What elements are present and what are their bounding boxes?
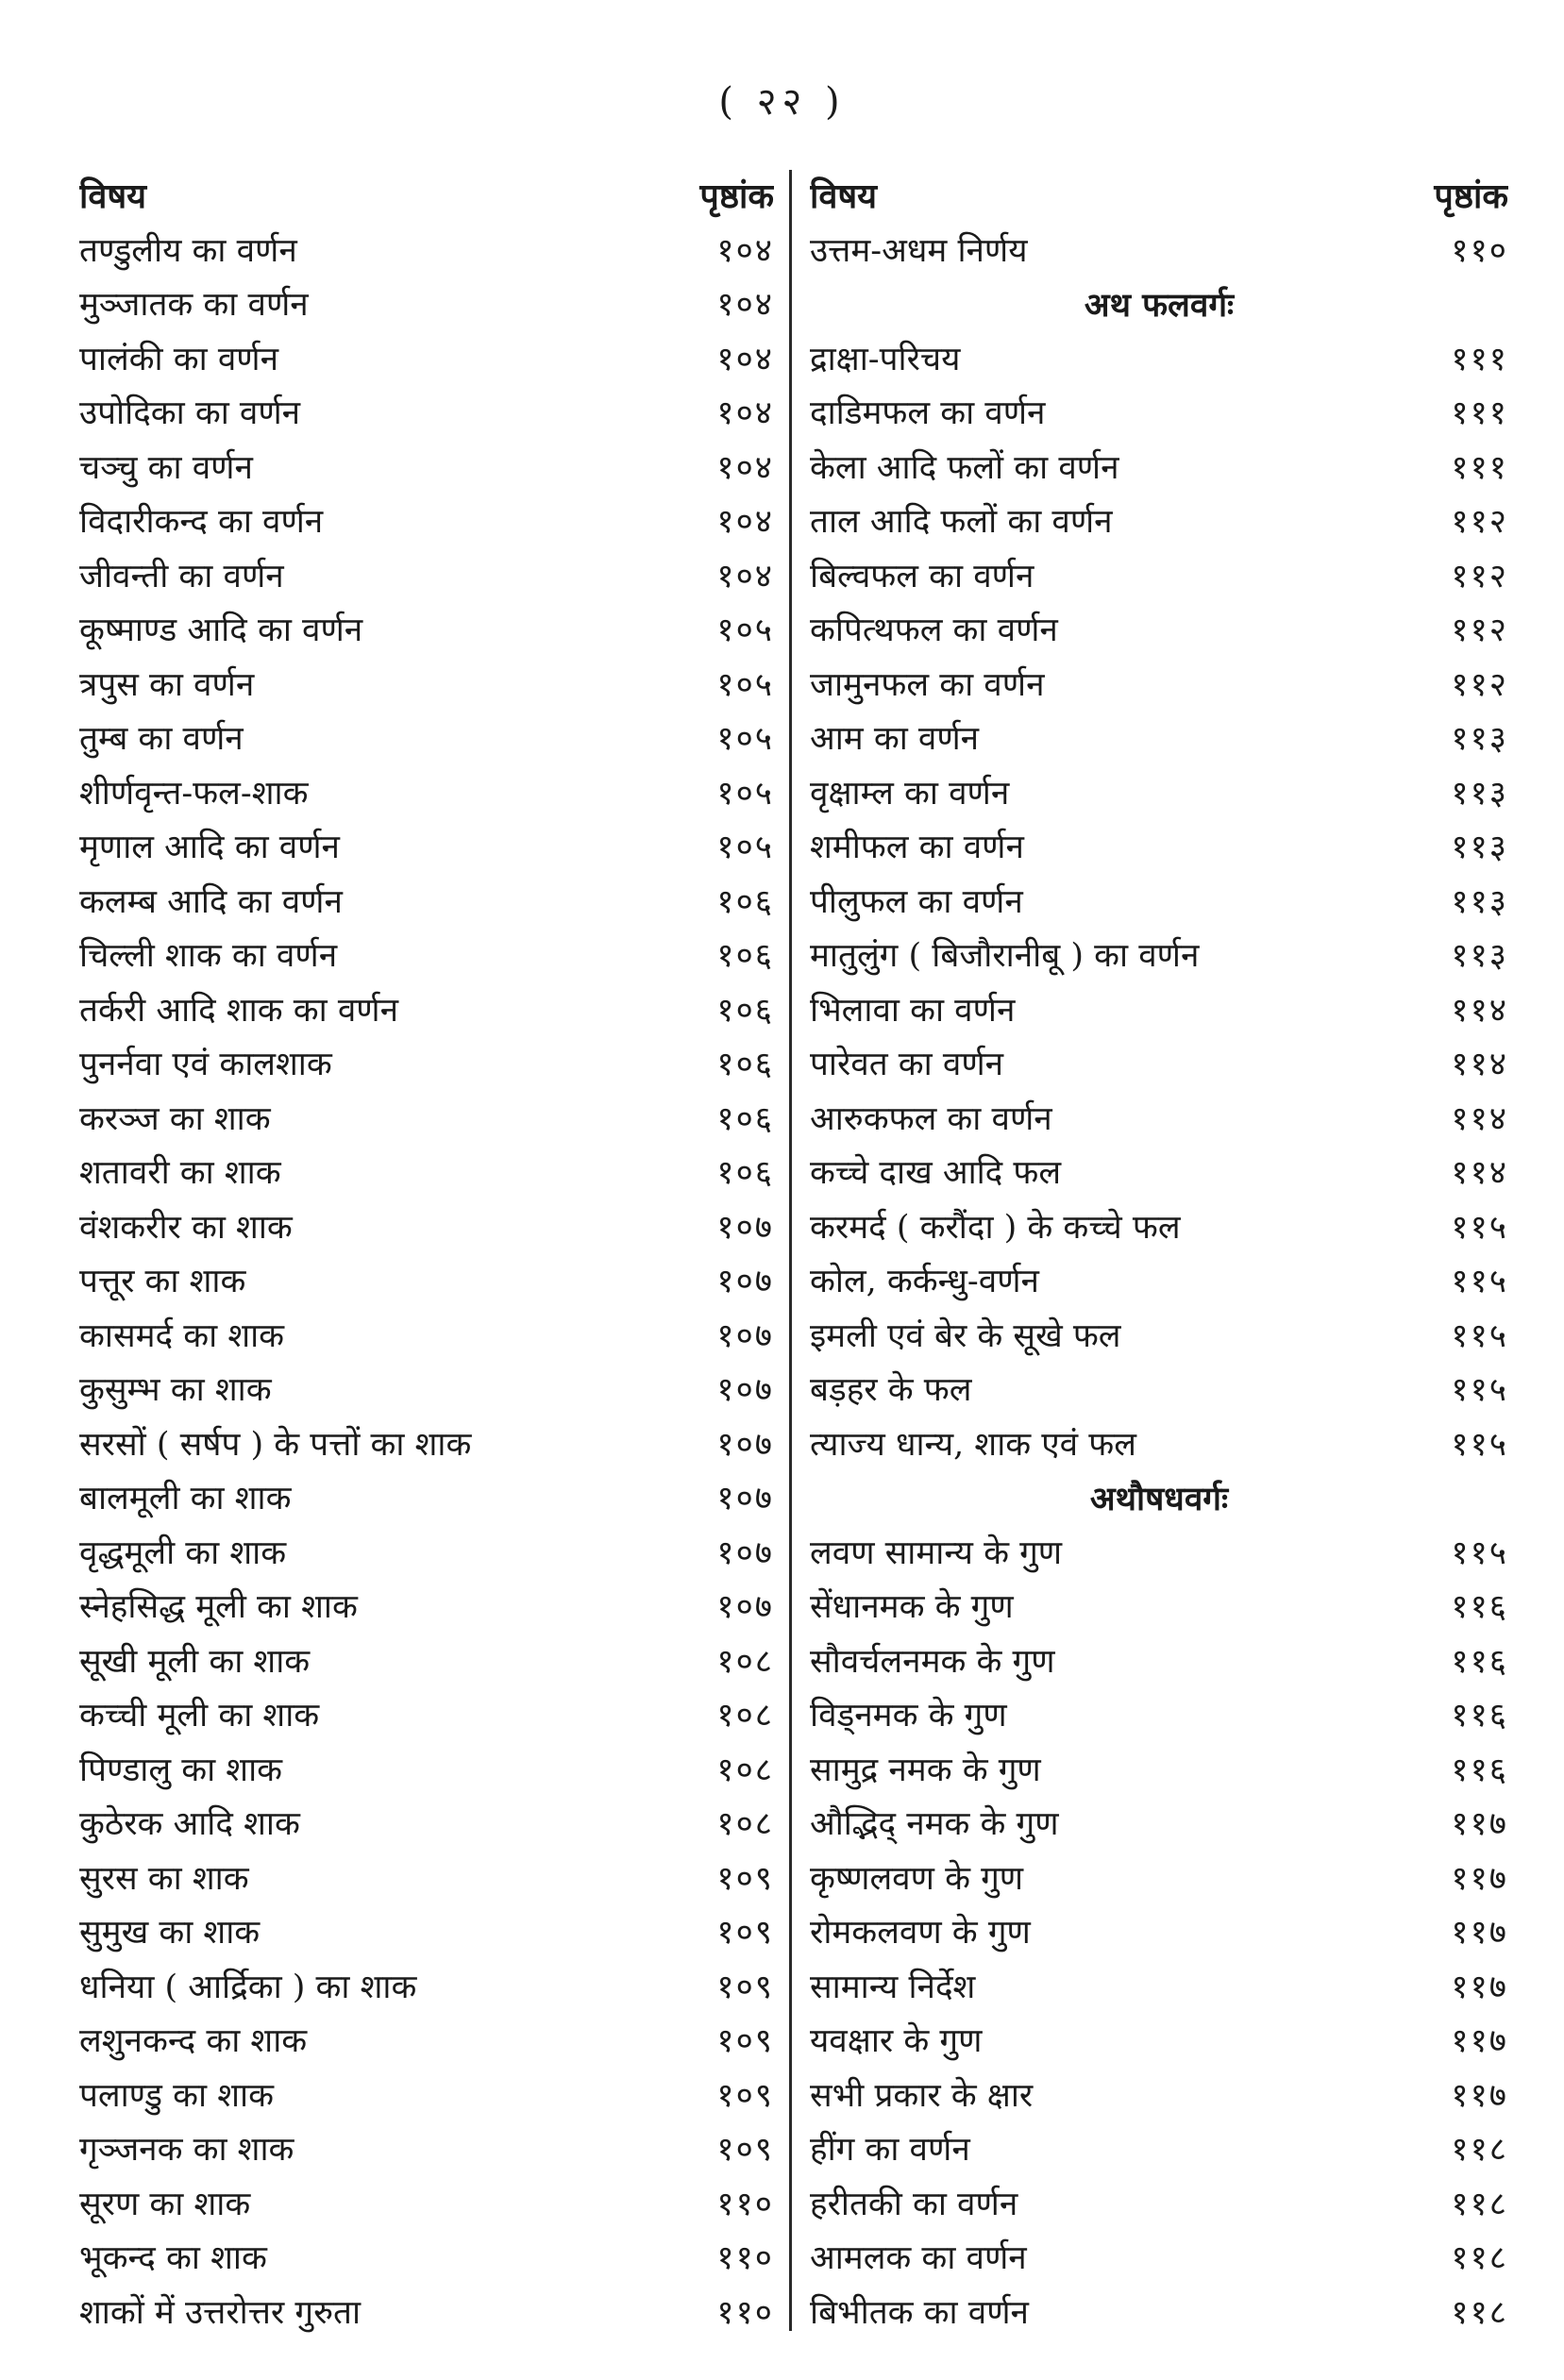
entry-title: पत्तूर का शाक [79,1263,246,1300]
entry-page-number: ११० [716,2293,774,2332]
entry-page-number: ११७ [1451,2022,1508,2060]
entry-title: जामुनफल का वर्णन [810,665,1045,704]
entry-page-number: ११५ [1451,1208,1508,1247]
toc-entry [810,821,1508,876]
entry-title: पीलुफल का वर्णन [810,882,1023,921]
toc-entry [810,1527,1508,1582]
entry-page-number: ११४ [1451,1154,1508,1192]
entry-page-number: १०६ [716,1099,774,1138]
entry-title: पलाण्डु का शाक [79,2076,274,2115]
toc-entry [79,2232,774,2287]
entry-title: आम का वर्णन [810,720,980,758]
entry-title: स्नेहसिद्ध मूली का शाक [79,1588,358,1626]
toc-entry [810,1038,1508,1093]
toc-entry [810,1906,1508,1961]
entry-page-number: १०६ [716,1154,774,1192]
entry-title: इमली एवं बेर के सूखे फल [810,1316,1121,1355]
entry-page-number: १०९ [716,2022,774,2060]
entry-page-number: १०५ [716,829,774,866]
entry-page-number: १०७ [716,1263,774,1300]
entry-title: कोल, कर्कन्धु-वर्णन [810,1263,1039,1300]
entry-page-number: १०७ [716,1316,774,1355]
entry-title: ताल आदि फलों का वर्णन [810,503,1113,541]
toc-entry [810,2178,1508,2233]
entry-title: सेंधानमक के गुण [810,1588,1014,1626]
toc-entry [810,876,1508,930]
right-column [810,170,1508,2340]
entry-page-number: १०७ [716,1425,774,1464]
entry-title: कृष्णलवण के गुण [810,1859,1024,1898]
page-number: ( २२ ) [718,80,846,124]
page-header-label: पृष्ठांक [699,176,774,216]
entry-title: सामुद्र नमक के गुण [810,1751,1041,1789]
entry-page-number: ११५ [1451,1534,1508,1572]
toc-entry [79,225,774,279]
entry-page-number: १०८ [716,1805,774,1843]
toc-entry [79,2123,774,2178]
toc-entry [810,1635,1508,1690]
toc-entry [79,1689,774,1744]
toc-entry [810,659,1508,713]
right-entry-list [810,225,1508,2341]
entry-title: केला आदि फलों का वर्णन [810,448,1119,487]
toc-entry [810,2015,1508,2070]
toc-entry [810,767,1508,822]
toc-entry [810,1364,1508,1418]
entry-page-number: १०८ [716,1697,774,1735]
entry-page-number: ११३ [1451,774,1508,813]
entry-title: सूखी मूली का शाक [79,1642,311,1681]
toc-entry [79,1798,774,1852]
entry-title: शीर्णवृन्त-फल-शाक [79,774,309,813]
entry-title: दाडिमफल का वर्णन [810,394,1046,432]
entry-page-number: १०८ [716,1642,774,1681]
entry-page-number: १११ [1451,448,1508,487]
entry-page-number: ११७ [1451,1914,1508,1952]
toc-entry [79,333,774,388]
entry-title: बड़हर के फल [810,1371,972,1409]
toc-entry [810,1798,1508,1852]
entry-title: वंशकरीर का शाक [79,1208,293,1247]
entry-page-number: ११२ [1451,612,1508,649]
section-heading: अथौषधवर्गः [1089,1480,1229,1518]
entry-title: कूष्माण्ड आदि का वर्णन [79,612,363,649]
toc-entry [810,333,1508,388]
entry-page-number: ११४ [1451,1046,1508,1083]
entry-title: पिण्डालु का शाक [79,1751,283,1789]
toc-entry [79,1038,774,1093]
entry-title: उत्तम-अधम निर्णय [810,231,1028,270]
entry-title: चिल्ली शाक का वर्णन [79,937,338,975]
toc-entry [79,1310,774,1365]
entry-page-number: ११२ [1451,503,1508,541]
toc-entry [810,1255,1508,1310]
entry-page-number: १०९ [716,2076,774,2115]
entry-title: बिल्वफल का वर्णन [810,557,1034,595]
toc-entry [810,495,1508,550]
entry-page-number: ११२ [1451,557,1508,595]
entry-title: कच्ची मूली का शाक [79,1697,320,1735]
entry-page-number: ११८ [1451,2185,1508,2223]
toc-entry [79,278,774,333]
entry-title: बिभीतक का वर्णन [810,2293,1029,2332]
entry-title: आमलक का वर्णन [810,2239,1027,2277]
entry-title: त्याज्य धान्य, शाक एवं फल [810,1425,1136,1464]
toc-entry [810,1093,1508,1148]
toc-entry [810,1418,1508,1473]
entry-title: कासमर्द का शाक [79,1316,285,1355]
entry-title: सभी प्रकार के क्षार [810,2076,1034,2115]
toc-entry [810,442,1508,496]
entry-title: शतावरी का शाक [79,1154,281,1192]
entry-page-number: १०४ [716,448,774,487]
toc-entry [79,1147,774,1201]
subject-header-label: विषय [79,176,147,216]
toc-entry [79,1093,774,1148]
entry-title: जीवन्ती का वर्णन [79,557,284,595]
toc-entry [79,659,774,713]
entry-page-number: ११३ [1451,937,1508,975]
entry-title: बालमूली का शाक [79,1480,292,1517]
entry-page-number: ११६ [1451,1642,1508,1681]
entry-page-number: १०८ [716,1751,774,1789]
entry-page-number: ११६ [1451,1697,1508,1735]
toc-entry [79,604,774,659]
entry-page-number: १०५ [716,665,774,704]
entry-title: तण्डुलीय का वर्णन [79,231,297,270]
entry-title: धनिया ( आर्द्रिका ) का शाक [79,1968,417,2006]
toc-entry [79,1961,774,2016]
toc-entry [79,1255,774,1310]
entry-title: तर्करी आदि शाक का वर्णन [79,991,399,1030]
entry-page-number: ११६ [1451,1588,1508,1626]
entry-title: सामान्य निर्देश [810,1968,976,2006]
entry-title: पारेवत का वर्णन [810,1046,1004,1083]
entry-title: करञ्ज का शाक [79,1099,271,1138]
toc-entry [810,1744,1508,1799]
toc-entry [810,1961,1508,2016]
entry-title: हरीतकी का वर्णन [810,2185,1018,2223]
page-header-label: पृष्ठांक [1434,176,1508,216]
entry-title: रोमकलवण के गुण [810,1914,1031,1952]
entry-page-number: ११७ [1451,1859,1508,1898]
toc-entry [79,1418,774,1473]
entry-title: करमर्द ( करौंदा ) के कच्चे फल [810,1208,1181,1247]
toc-entry [79,387,774,442]
entry-page-number: ११८ [1451,2131,1508,2169]
entry-page-number: ११८ [1451,2293,1508,2332]
toc-entry [810,1310,1508,1365]
entry-page-number: ११५ [1451,1371,1508,1409]
entry-page-number: ११५ [1451,1263,1508,1300]
section-heading: अथ फलवर्गः [1084,286,1235,325]
entry-title: पालंकी का वर्णन [79,340,279,378]
entry-page-number: १०४ [716,286,774,324]
toc-entry [79,2287,774,2341]
entry-title: शाकों में उत्तरोत्तर गुरुता [79,2293,362,2332]
entry-page-number: ११० [716,2239,774,2277]
column-divider [789,170,792,2331]
entry-title: तुम्ब का वर्णन [79,720,244,758]
toc-entry [810,1852,1508,1907]
entry-page-number: ११७ [1451,1805,1508,1843]
entry-page-number: ११३ [1451,829,1508,866]
subject-header-label: विषय [810,176,878,216]
entry-title: सूरण का शाक [79,2185,251,2223]
toc-entry [79,550,774,605]
toc-entry [810,2123,1508,2178]
toc-entry [79,1744,774,1799]
toc-entry [810,225,1508,279]
entry-page-number: १०४ [716,231,774,270]
toc-entry [810,1147,1508,1201]
entry-title: शमीफल का वर्णन [810,829,1024,866]
entry-page-number: ११८ [1451,2239,1508,2277]
entry-title: यवक्षार के गुण [810,2022,983,2060]
entry-title: त्रपुस का वर्णन [79,665,255,704]
toc-entry [79,442,774,496]
entry-title: लवण सामान्य के गुण [810,1534,1063,1572]
toc-entry [79,2178,774,2233]
left-column-header [79,170,774,225]
entry-title: कपित्थफल का वर्णन [810,612,1058,649]
toc-entry [79,1852,774,1907]
toc-entry [79,984,774,1039]
entry-title: कुठेरक आदि शाक [79,1805,300,1843]
entry-page-number: १०६ [716,937,774,975]
entry-page-number: ११० [1451,231,1508,270]
entry-page-number: १०९ [716,1914,774,1952]
toc-entry [79,821,774,876]
entry-page-number: ११७ [1451,2076,1508,2115]
toc-entry [810,1201,1508,1256]
entry-title: गृञ्जनक का शाक [79,2131,294,2169]
left-entry-list [79,225,774,2341]
toc-entry [810,604,1508,659]
entry-title: द्राक्षा-परिचय [810,340,961,378]
toc-entry [79,767,774,822]
entry-page-number: १०७ [716,1371,774,1409]
toc-entry [810,2070,1508,2124]
entry-title: सुरस का शाक [79,1859,249,1898]
entry-page-number: १०५ [716,774,774,813]
entry-page-number: १०६ [716,1046,774,1083]
entry-page-number: ११४ [1451,991,1508,1030]
entry-page-number: १०९ [716,1968,774,2006]
entry-page-number: १०४ [716,340,774,378]
entry-page-number: ११३ [1451,720,1508,758]
right-column-header [810,170,1508,225]
toc-entry [810,2232,1508,2287]
entry-title: भूकन्द का शाक [79,2239,267,2277]
toc-entry [810,550,1508,605]
entry-title: लशुनकन्द का शाक [79,2022,308,2060]
entry-title: वृद्धमूली का शाक [79,1534,287,1572]
entry-title: सुमुख का शाक [79,1914,261,1952]
toc-entry [79,930,774,984]
entry-page-number: १०४ [716,557,774,595]
entry-title: मृणाल आदि का वर्णन [79,829,340,866]
entry-title: पुनर्नवा एवं कालशाक [79,1046,332,1083]
entry-title: विड्नमक के गुण [810,1697,1007,1735]
entry-title: सौवर्चलनमक के गुण [810,1642,1055,1681]
toc-entry [79,712,774,767]
entry-title: आरुकफल का वर्णन [810,1099,1052,1138]
entry-page-number: १०७ [716,1480,774,1517]
toc-entry [79,1472,774,1527]
toc-entry [810,1689,1508,1744]
entry-page-number: १११ [1451,394,1508,432]
left-column [79,170,774,2340]
entry-title: मातुलुंग ( बिजौरानीबू ) का वर्णन [810,937,1200,975]
toc-entry [810,387,1508,442]
entry-title: कुसुम्भ का शाक [79,1371,272,1409]
toc-entry [79,495,774,550]
toc-entry [810,2287,1508,2341]
entry-page-number: ११५ [1451,1316,1508,1355]
entry-title: विदारीकन्द का वर्णन [79,503,324,541]
toc-entry [79,2070,774,2124]
entry-page-number: १०७ [716,1588,774,1626]
toc-entry [79,1201,774,1256]
toc-entry [79,1581,774,1635]
toc-entry [79,1906,774,1961]
entry-page-number: १०४ [716,394,774,432]
entry-page-number: १०९ [716,1859,774,1898]
toc-entry [810,1581,1508,1635]
entry-title: भिलावा का वर्णन [810,991,1016,1030]
entry-page-number: १०७ [716,1534,774,1572]
entry-title: सरसों ( सर्षप ) के पत्तों का शाक [79,1425,472,1464]
entry-page-number: ११६ [1451,1751,1508,1789]
toc-entry [810,984,1508,1039]
entry-page-number: ११५ [1451,1425,1508,1464]
entry-page-number: १०६ [716,991,774,1030]
entry-page-number: १०६ [716,882,774,921]
entry-page-number: १०७ [716,1208,774,1247]
toc-entry [79,1364,774,1418]
entry-title: हींग का वर्णन [810,2131,970,2169]
toc-entry [810,930,1508,984]
entry-page-number: ११३ [1451,882,1508,921]
entry-title: वृक्षाम्ल का वर्णन [810,774,1010,813]
entry-page-number: १०९ [716,2131,774,2169]
toc-entry [79,1527,774,1582]
toc-entry [79,2015,774,2070]
entry-page-number: ११७ [1451,1968,1508,2006]
entry-page-number: ११४ [1451,1099,1508,1138]
entry-title: कलम्ब आदि का वर्णन [79,882,343,921]
entry-title: चञ्चु का वर्णन [79,448,253,487]
entry-page-number: १०५ [716,720,774,758]
entry-title: औद्भिद् नमक के गुण [810,1805,1059,1843]
toc-entry [79,1635,774,1690]
toc-entry [79,876,774,930]
entry-page-number: १०४ [716,503,774,541]
entry-page-number: १११ [1451,340,1508,378]
entry-title: कच्चे दाख आदि फल [810,1154,1062,1192]
entry-title: मुञ्जातक का वर्णन [79,286,309,324]
entry-page-number: ११० [716,2185,774,2223]
entry-page-number: १०५ [716,612,774,649]
toc-entry [810,712,1508,767]
entry-page-number: ११२ [1451,665,1508,704]
entry-title: उपोदिका का वर्णन [79,394,301,432]
